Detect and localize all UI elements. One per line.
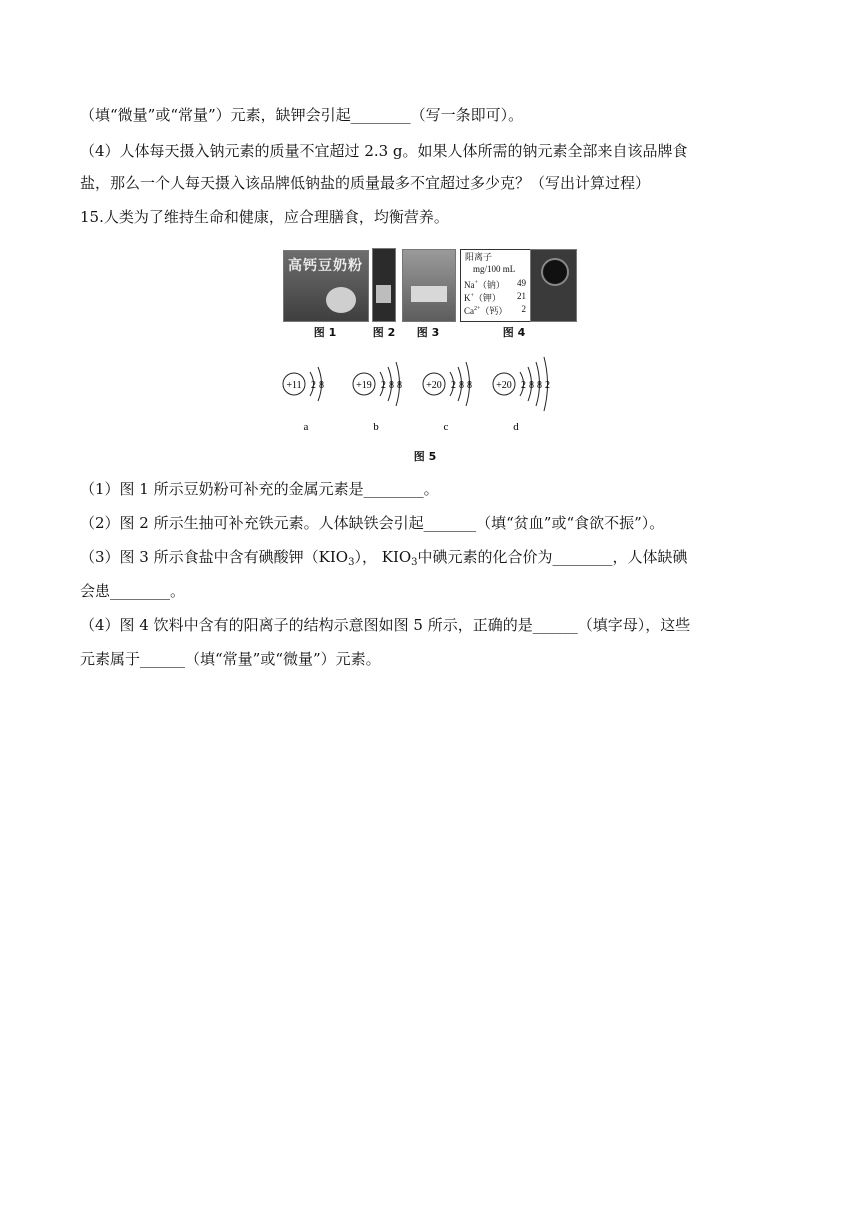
ion-name: （钠）: [477, 280, 505, 290]
shell-electron-count: 8: [319, 380, 324, 391]
figure-1-package-text: 高钙豆奶粉: [288, 258, 363, 274]
atom-letter-label: c: [443, 421, 449, 433]
shell-electron-count: 2: [381, 380, 386, 391]
label-box-title: 阳离子: [465, 252, 493, 262]
shell-electron-count: 8: [459, 380, 464, 391]
q3-part-c: KIO: [381, 548, 412, 566]
figure-2-caption: 图 2: [372, 326, 396, 339]
figure-4-caption: 图 4: [502, 326, 526, 339]
atom-letter-label: b: [373, 421, 379, 433]
shell-electron-count: 8: [389, 380, 394, 391]
label-box-row: [464, 277, 528, 290]
label-box-row: [464, 303, 528, 316]
label-box-unit: mg/100 mL: [473, 264, 516, 274]
ion-charge: 2+: [474, 306, 481, 312]
q3-part-a: （3）图 3 所示食盐中含有碘酸钾（KIO: [80, 548, 349, 566]
question-15-3: [80, 546, 688, 574]
q3-subscript-1: 3: [348, 557, 355, 568]
shell-electron-count: 8: [537, 380, 542, 391]
q3-part-b: ），: [354, 548, 377, 566]
ion-value: 21: [517, 291, 526, 301]
shell-electron-count: 8: [529, 380, 534, 391]
question-15-4-cont: 元素属于______（填“常量”或“微量”）元素。: [80, 650, 381, 668]
figure-2-photo: [372, 248, 396, 322]
figure-4-label-box: [460, 249, 532, 322]
figure-3-caption: 图 3: [416, 326, 440, 339]
ion-value: 49: [517, 278, 526, 288]
shell-electron-count: 2: [311, 380, 316, 391]
shell-electron-count: 2: [451, 380, 456, 391]
nucleus-charge: +11: [286, 380, 302, 391]
atom-diagram: [493, 357, 550, 433]
figure-4-can-logo: [541, 258, 569, 286]
ion-name: （钾）: [473, 293, 501, 303]
nucleus-charge: +20: [496, 380, 512, 391]
figure-3-package-label: [411, 286, 447, 302]
ion-value: 2: [521, 304, 526, 314]
figure-4-can-photo: [530, 249, 577, 322]
text-line: （填“微量”或“常量”）元素，缺钾会引起________（写一条即可）。: [80, 106, 524, 124]
atom-diagram: [353, 362, 402, 433]
label-box-row: [464, 290, 528, 303]
shell-electron-count: 2: [521, 380, 526, 391]
atom-letter-label: a: [303, 421, 309, 433]
text-line: （4）人体每天摄入钠元素的质量不宜超过 2.3 g。如果人体所需的钠元素全部来自该品牌食: [80, 142, 688, 160]
ion-charge: +: [470, 293, 474, 299]
question-15-3-cont: 会患________。: [80, 582, 186, 600]
figure-3-photo: [402, 249, 456, 322]
shell-electron-count: 2: [545, 380, 550, 391]
ion-symbol: K: [464, 293, 471, 303]
figure-1-jar: [326, 287, 356, 313]
question-15-1: （1）图 1 所示豆奶粉可补充的金属元素是________。: [80, 480, 439, 498]
nucleus-charge: +19: [356, 380, 372, 391]
atom-letter-label: d: [513, 421, 519, 433]
figure-1-caption: 图 1: [313, 326, 337, 339]
ion-name: （钙）: [480, 306, 508, 316]
atom-diagram: [423, 362, 472, 433]
question-15-stem: 15.人类为了维持生命和健康，应合理膳食，均衡营养。: [80, 208, 449, 226]
question-15-4: （4）图 4 饮料中含有的阳离子的结构示意图如图 5 所示，正确的是______（填字母），这些: [80, 616, 691, 634]
ion-charge: +: [474, 280, 478, 286]
nucleus-charge: +20: [426, 380, 442, 391]
figure-5-atom-diagrams: [270, 340, 570, 450]
q3-subscript-2: 3: [411, 557, 418, 568]
question-15-2: （2）图 2 所示生抽可补充铁元素。人体缺铁会引起_______（填“贫血”或“食欲不振”）。: [80, 514, 665, 532]
figure-5-caption: 图 5: [413, 450, 437, 463]
atom-diagram: [283, 367, 324, 433]
ion-symbol: Na: [464, 280, 475, 290]
q3-part-d: 中碘元素的化合价为________，人体缺碘: [417, 548, 688, 566]
shell-electron-count: 8: [397, 380, 402, 391]
shell-electron-count: 8: [467, 380, 472, 391]
ion-symbol: Ca: [464, 306, 474, 316]
figure-2-bottle-label: [376, 285, 391, 303]
text-line: 盐，那么一个人每天摄入该品牌低钠盐的质量最多不宜超过多少克？（写出计算过程）: [80, 174, 651, 192]
figure-1-photo: [283, 250, 369, 322]
